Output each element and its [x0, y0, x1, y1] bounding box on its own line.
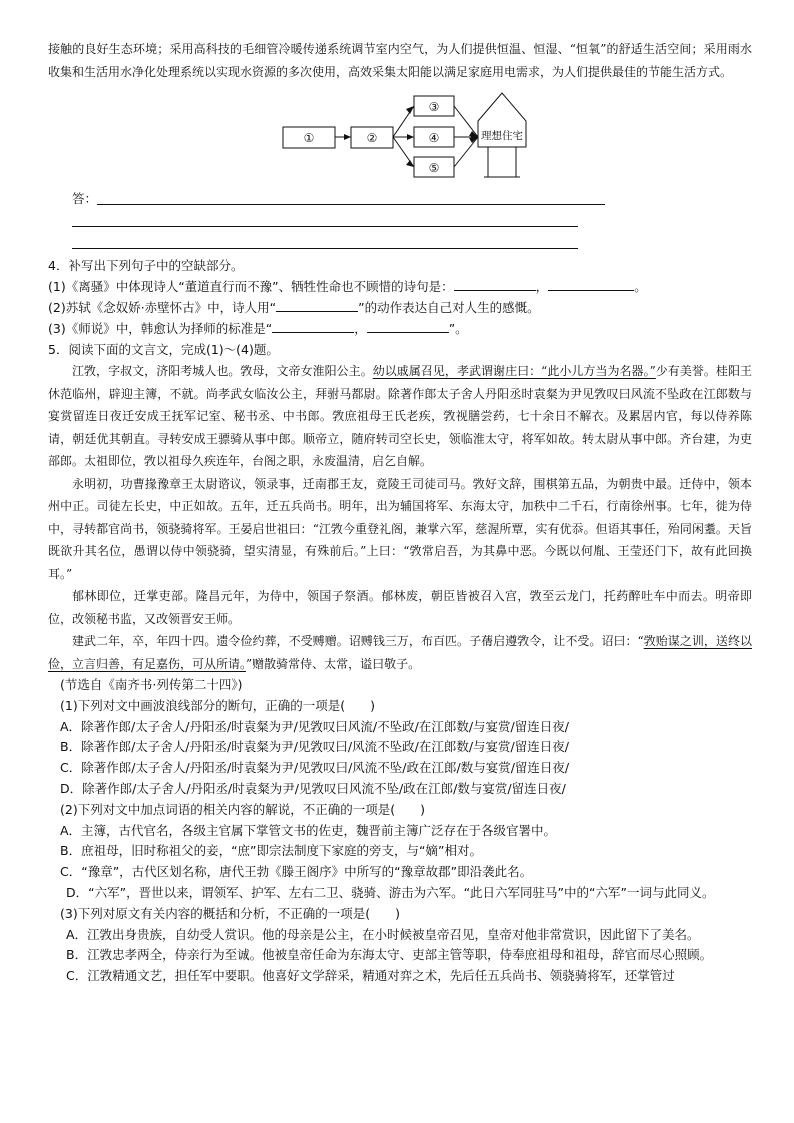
arrow-3-house	[454, 106, 478, 137]
answer-row-2	[48, 209, 752, 231]
answer-line-2[interactable]	[72, 226, 578, 227]
arrowhead-4	[407, 134, 414, 140]
sub3-option-a[interactable]: A．江敩出身贵族，自幼受人赏识。他的母亲是公主，在小时候被皇帝召见，皇帝对他非常赏识，因此留下了美名。	[66, 926, 700, 942]
page	[48, 38, 752, 987]
q4-item2-text-b: ”的动作表达自己对人生的感慨。	[358, 300, 540, 315]
passage-paragraph-1	[48, 360, 752, 473]
q4-item3-text-a: (3)《师说》中，韩愈认为择师的标准是“	[48, 321, 273, 336]
q5-title: 5．阅读下面的文言文，完成(1)～(4)题。	[48, 342, 279, 357]
passage-p1-a: 江敩，字叔文，济阳考城人也。敩母，文帝女淮阳公主。	[72, 364, 373, 378]
arrow-5-house	[454, 137, 478, 167]
sub1-option-d[interactable]: D．除著作郎/太子舍人/丹阳丞/时袁粲为尹/见敩叹曰风流不坠/政在江郎/数与宴赏/留连日夜/	[60, 780, 566, 796]
passage-p1-underlined: 幼以戚属召见，孝武谓谢庄曰：“此小儿方当为名器。”	[372, 364, 656, 378]
sub1-option-c[interactable]: C．除著作郎/太子舍人/丹阳丞/时袁粲为尹/见敩叹曰/风流不坠/政在江郎/数与宴赏/留连日夜/	[60, 760, 570, 776]
answer-row-1	[48, 187, 752, 209]
passage-paragraph-2: 永明初，功曹掾豫章王太尉谘议，领录事，迁南郡王友，竟陵王司徒司马。敩好文辞，围棋第五品，为朝贵中最。迁侍中，领本州中正。司徒左长史，中正如故。五年，迁五兵尚书。明年，出为辅国将军、东海太守，加秩中二千石，行南徐州事。七年，徙为侍中，寻转都官尚书，领骁骑将军。王晏启世祖曰：“江敩今重登礼阁，兼掌六军，慈渥所覃，实有优忝。但语其事任，殆同闲耋。天旨既欲升其名位，愚谓以侍中领骁骑，望实清显，有殊前后。”上曰：“敩常启吾，为其鼻中恶。今既以何胤、王莹还门下，故有此回换耳。”	[48, 476, 752, 581]
passage-paragraph-4	[48, 630, 752, 675]
q4-item2-text-a: (2)苏轼《念奴娇·赤壁怀古》中，诗人用“	[48, 300, 277, 315]
q4-item1-sep: ，	[535, 279, 549, 294]
sub2-option-c[interactable]: C．“豫章”，古代区划名称，唐代王勃《滕王阁序》中所写的“豫章故郡”即沿袭此名。	[60, 864, 533, 880]
q4-item1-blank-a[interactable]	[454, 276, 536, 291]
q4-title: 4．补写出下列句子中的空缺部分。	[48, 258, 244, 273]
sub3-option-b[interactable]: B．江敩忠孝两全，侍亲行为至诚。他被皇帝任命为东海太守、吏部主管等职，侍奉庶祖母和祖母，辞官而尽心照顾。	[66, 947, 713, 963]
diagram-label-4: ④	[428, 131, 440, 145]
passage-p1-b: 少有美誉。桂阳王休范临州，辟迎主簿，不就。尚孝武女临汝公主，拜驸马都尉。除著作郎太子舍人丹阳丞时袁粲为尹见敩叹曰风流不坠政在江郎数与宴赏留连日夜迁安成王抚军记室、秘书丞、中书郎。敩庶祖母王氏老疾，敩视膳尝药，七十余日不解衣。及累居内官，每以侍养陈请，朝廷优其朝直。寻转安成王骠骑从事中郎。顺帝立，随府转司空长史，领临淮太守，将军如故。转太尉从事中郎。齐台建，为吏部郎。太祖即位，敩以祖母久疾连年，台阁之职，永废温清，启乞自解。	[48, 364, 752, 468]
flow-diagram-svg	[48, 87, 752, 179]
diagram-label-3: ③	[428, 100, 440, 114]
answer-line-1[interactable]	[97, 204, 605, 205]
arrowhead-2	[344, 134, 351, 140]
q4-item1-end: 。	[634, 279, 647, 294]
diagram-label-2: ②	[366, 131, 378, 145]
sub1-option-b[interactable]: B．除著作郎/太子舍人/丹阳丞/时袁粲为尹/见敩叹曰/风流不坠政/在江郎数/与宴赏/留连日夜/	[60, 739, 569, 755]
answer-line-3[interactable]	[72, 248, 578, 249]
sub1-stem: (1)下列对文中画波浪线部分的断句，正确的一项是( )	[60, 697, 375, 713]
sub2-option-a[interactable]: A．主簿，古代官名，各级主官属下掌管文书的佐吏，魏晋前主簿广泛存在于各级官署中。	[60, 822, 557, 838]
arrowhead-5	[406, 160, 414, 167]
arrowhead-3	[406, 106, 414, 114]
passage-p4-b: ”赠散骑常侍、太常，谥曰敬子。	[246, 656, 421, 671]
intro-paragraph: 接触的良好生态环境；采用高科技的毛细管冷暖传递系统调节室内空气，为人们提供恒温、恒湿、“恒氧”的舒适生活空间；采用雨水收集和生活用水净化处理系统以实现水资源的多次使用，高效采集太阳能以满足家庭用电需求，为人们提供最佳的节能生活方式。	[48, 42, 752, 79]
house-label: 理想住宅	[481, 130, 523, 142]
flow-diagram	[48, 87, 752, 179]
diagram-label-1: ①	[303, 131, 315, 145]
passage-p4-underlined: 敩贻谋之训，送终以俭，立言归善，有足嘉伤，可从所请。	[48, 634, 752, 671]
sub2-option-b[interactable]: B．庶祖母，旧时称祖父的妾，“庶”即宗法制度下家庭的旁支，与“嫡”相对。	[60, 843, 482, 859]
q4-item1-text: (1)《离骚》中体现诗人“董道直行而不豫”、牺牲性命也不顾惜的诗句是：	[48, 279, 454, 294]
sub2-option-d[interactable]: D．“六军”，晋世以来，谓领军、护军、左右二卫、骁骑、游击为六军。“此日六军同驻马”中的“六军”一词与此同义。	[66, 884, 715, 900]
sub3-option-c[interactable]: C．江敩精通文艺，担任军中要职。他喜好文学辞采，精通对弈之术，先后任五兵尚书、领骁骑将军，还掌管过	[66, 968, 675, 984]
q4-item1-blank-b[interactable]	[548, 276, 634, 291]
q4-item-2	[48, 297, 752, 318]
passage-paragraph-3: 郁林即位，迁掌吏部。隆昌元年，为侍中，领国子祭酒。郁林废，朝臣皆被召入宫，敩至云龙门，托药醉吐车中而去。明帝即位，改领秘书监，又改领晋安王师。	[48, 589, 752, 626]
q4-item3-blank-a[interactable]	[272, 318, 354, 333]
passage-p4-a: 建武二年，卒，年四十四。遗令俭约葬，不受赙赠。诏赙钱三万，布百匹。子蒨启遵敩令，让不受。诏曰：“	[72, 634, 644, 648]
sub3-stem: (3)下列对原文有关内容的概括和分析，不正确的一项是( )	[60, 905, 400, 921]
q4-item2-blank[interactable]	[276, 297, 358, 312]
q4-item3-blank-b[interactable]	[367, 318, 449, 333]
answer-label: 答：	[72, 191, 98, 206]
q4-item-1	[48, 276, 752, 297]
diagram-label-5: ⑤	[428, 161, 440, 175]
q4-item-3	[48, 318, 752, 339]
q4-item3-end: ”。	[448, 321, 468, 336]
answer-row-3	[48, 231, 752, 253]
sub1-option-a[interactable]: A．除著作郎/太子舍人/丹阳丞/时袁粲为尹/见敩叹曰风流/不坠政/在江郎数/与宴赏/留连日夜/	[60, 718, 569, 734]
sub2-stem: (2)下列对文中加点词语的相关内容的解说，不正确的一项是( )	[60, 801, 425, 817]
q4-item3-sep: ，	[354, 321, 367, 336]
passage-source: (节选自《南齐书·列传第二十四》)	[60, 677, 243, 692]
